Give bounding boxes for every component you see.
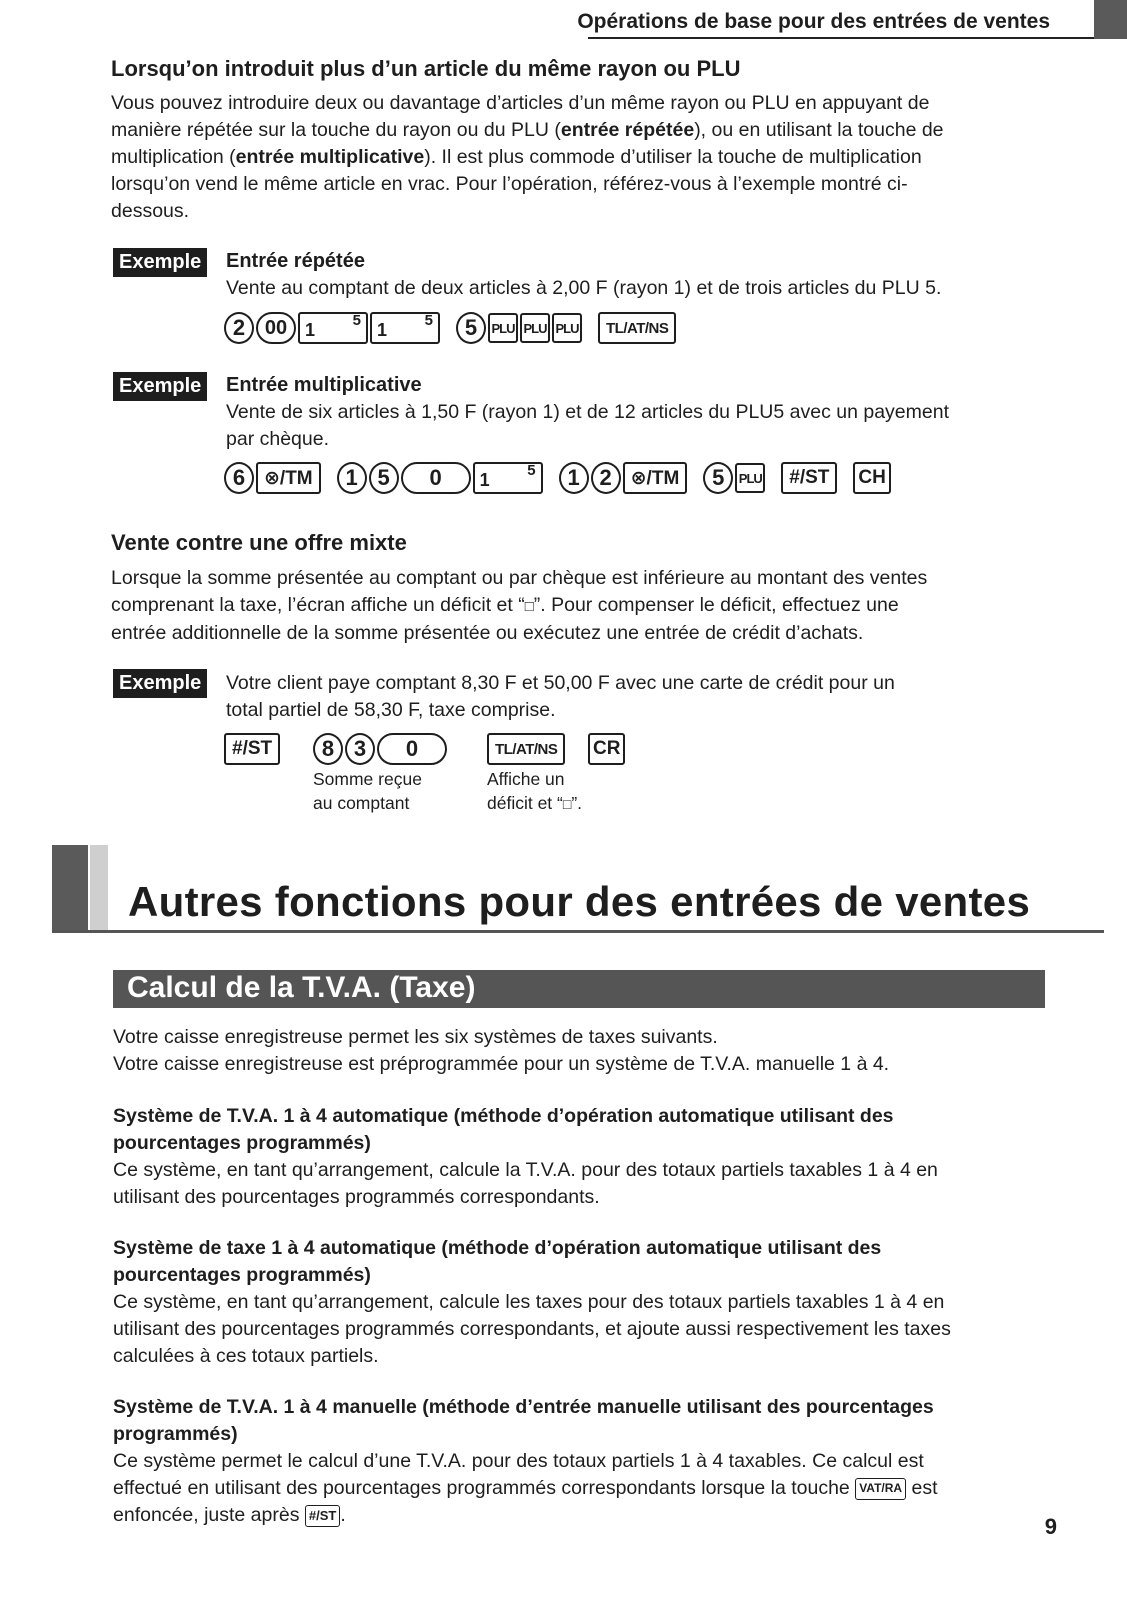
key-0[interactable]: 0 [377,733,447,765]
key-1[interactable]: 1 [337,462,367,494]
example-badge: Exemple [113,248,207,277]
text-span: manière répétée sur la touche du rayon ou du PLU ( [111,119,561,141]
text-span: ), ou en utilisant la touche de [694,119,944,141]
example-badge: Exemple [113,669,207,698]
text-span: ”. [571,793,583,813]
paragraph-line: Votre caisse enregistreuse permet les six systèmes de taxes suivants. [113,1026,718,1048]
system-title-line: programmés) [113,1423,238,1445]
example-title-multiplicative: Entrée multiplicative [226,374,422,396]
example-text-mixed [226,670,895,724]
paragraph-line [111,117,1071,144]
band-heading-tva: Calcul de la T.V.A. (Taxe) [113,970,1045,1008]
key-multiply-tm[interactable]: ⊗/TM [623,462,688,494]
key-dept-upper: 5 [424,312,433,329]
key-plu[interactable]: PLU [520,313,550,343]
caption-line: Affiche un [487,769,565,789]
key-0[interactable]: 0 [401,462,471,494]
paragraph-line: utilisant des pourcentages programmés correspondants. [113,1186,600,1208]
text-span: enfoncée, juste après [113,1504,300,1526]
deficit-symbol-icon: □ [524,598,534,615]
caption-line [487,791,582,816]
key-sequence-mixed-amount [313,732,449,766]
key-tl-at-ns[interactable]: TL/AT/NS [487,733,565,765]
key-00[interactable]: 00 [256,312,296,344]
system-title-line: Système de T.V.A. 1 à 4 automatique (méthode d’opération automatique utilisant des [113,1105,894,1127]
tva-intro [113,1024,889,1078]
section-marker-light [90,845,108,933]
paragraph-line: Ce système, en tant qu’arrangement, calcule les taxes pour des totaux partiels taxables 1 à 4 en [113,1291,945,1313]
caption-line: au comptant [313,793,410,813]
paragraph-multiple-items [111,90,1071,225]
key-5[interactable]: 5 [703,462,733,494]
key-3[interactable]: 3 [345,733,375,765]
key-multiply-tm[interactable]: ⊗/TM [256,462,321,494]
bold-term: entrée multiplicative [235,146,425,168]
paragraph-line: Vente de six articles à 1,50 F (rayon 1) et de 12 articles du PLU5 avec un payement [226,401,949,423]
key-1[interactable]: 1 [559,462,589,494]
header-tab-marker [1094,0,1127,39]
text-span: . [340,1504,346,1526]
text-span: déficit et “ [487,793,563,813]
paragraph-line: par chèque. [226,428,329,450]
paragraph-line: Vous pouvez introduire deux ou davantage d’articles d’un même rayon ou PLU en appuyant de [111,92,930,114]
paragraph-line: Ce système permet le calcul d’une T.V.A. pour des totaux partiels 1 à 4 taxables. Ce calcul est [113,1450,924,1472]
key-5[interactable]: 5 [456,312,486,344]
paragraph-line: utilisant des pourcentages programmés correspondants, et ajoute aussi respectivement les taxes [113,1318,951,1340]
paragraph-line [111,144,1071,171]
paragraph-line [113,1502,1073,1529]
key-tl-at-ns[interactable]: TL/AT/NS [598,312,676,344]
paragraph-line: calculées à ces totaux partiels. [113,1345,379,1367]
section-title: Autres fonctions pour des entrées de ventes [128,878,1031,925]
caption-amount-received [313,767,422,815]
tva-system-a [113,1103,1073,1211]
example-text-multiplicative [226,399,949,453]
key-sequence-repeated [224,311,678,345]
running-header: Opérations de base pour des entrées de ventes [577,10,1050,33]
tva-system-b [113,1235,1073,1370]
paragraph-line: dessous. [111,200,190,222]
key-st[interactable]: #/ST [305,1505,340,1527]
text-span: ). Il est plus commode d’utiliser la touche de multiplication [424,146,922,168]
key-2[interactable]: 2 [591,462,621,494]
key-dept-lower: 1 [305,320,316,340]
bold-term: entrée répétée [560,119,695,141]
paragraph-line: lorsqu’on vend le même article en vrac. Pour l’opération, référez-vous à l’exemple montré ci- [111,173,908,195]
text-span: est [911,1477,938,1499]
subheading-multiple-items: Lorsqu’on introduit plus d’un article du même rayon ou PLU [111,56,741,81]
system-title-line: pourcentages programmés) [113,1132,371,1154]
paragraph-line: Votre caisse enregistreuse est préprogrammée pour un système de T.V.A. manuelle 1 à 4. [113,1053,890,1075]
key-8[interactable]: 8 [313,733,343,765]
key-5[interactable]: 5 [369,462,399,494]
key-ch[interactable]: CH [853,462,890,494]
example-title-repeated: Entrée répétée [226,250,365,272]
key-st[interactable]: #/ST [781,462,837,494]
key-dept-lower: 1 [479,470,490,490]
caption-shows-deficit [487,767,582,816]
paragraph-line: Ce système, en tant qu’arrangement, calcule la T.V.A. pour des totaux partiels taxables 1 à 4 en [113,1159,938,1181]
paragraph-mixed-tender [111,565,1071,647]
paragraph-line: entrée additionnelle de la somme présentée ou exécutez une entrée de crédit d’achats. [111,622,864,644]
key-dept-lower: 1 [377,320,388,340]
key-dept-upper: 5 [352,312,361,329]
key-dept-upper: 5 [527,462,536,479]
text-span: ”. Pour compenser le déficit, effectuez une [533,594,899,616]
page-number: 9 [1044,1514,1057,1539]
example-text-repeated: Vente au comptant de deux articles à 2,00 F (rayon 1) et de trois articles du PLU 5. [226,277,942,299]
deficit-symbol-icon: □ [562,796,572,812]
section-underline [52,930,1104,933]
example-badge: Exemple [113,372,207,401]
section-marker-dark [52,845,88,933]
caption-line: Somme reçue [313,769,422,789]
key-dept-1-5[interactable] [370,312,440,344]
paragraph-line [111,592,1071,620]
text-span: effectué en utilisant des pourcentages programmés correspondants lorsque la touche [113,1477,850,1499]
key-st[interactable]: #/ST [224,733,280,765]
key-6[interactable]: 6 [224,462,254,494]
key-plu[interactable]: PLU [552,313,582,343]
text-span: multiplication ( [111,146,236,168]
key-cr[interactable]: CR [588,733,625,765]
subheading-mixed-tender: Vente contre une offre mixte [111,530,407,555]
system-title-line: Système de taxe 1 à 4 automatique (méthode d’opération automatique utilisant des [113,1237,882,1259]
paragraph-line: Votre client paye comptant 8,30 F et 50,00 F avec une carte de crédit pour un [226,672,895,694]
key-2[interactable]: 2 [224,312,254,344]
key-sequence-multiplicative [224,461,893,495]
text-span: comprenant la taxe, l’écran affiche un déficit et “ [111,594,525,616]
key-vat-ra[interactable]: VAT/RA [855,1478,906,1500]
key-plu[interactable]: PLU [735,463,765,493]
system-title-line: Système de T.V.A. 1 à 4 manuelle (méthode d’entrée manuelle utilisant des pourcentages [113,1396,934,1418]
paragraph-line: total partiel de 58,30 F, taxe comprise. [226,699,556,721]
key-plu[interactable]: PLU [488,313,518,343]
key-dept-1-5[interactable] [298,312,368,344]
paragraph-line: Lorsque la somme présentée au comptant ou par chèque est inférieure au montant des ventes [111,567,928,589]
tva-system-c [113,1394,1073,1529]
system-title-line: pourcentages programmés) [113,1264,371,1286]
key-dept-1-5[interactable] [473,462,543,494]
paragraph-line [113,1475,1073,1502]
header-rule [588,37,1098,39]
